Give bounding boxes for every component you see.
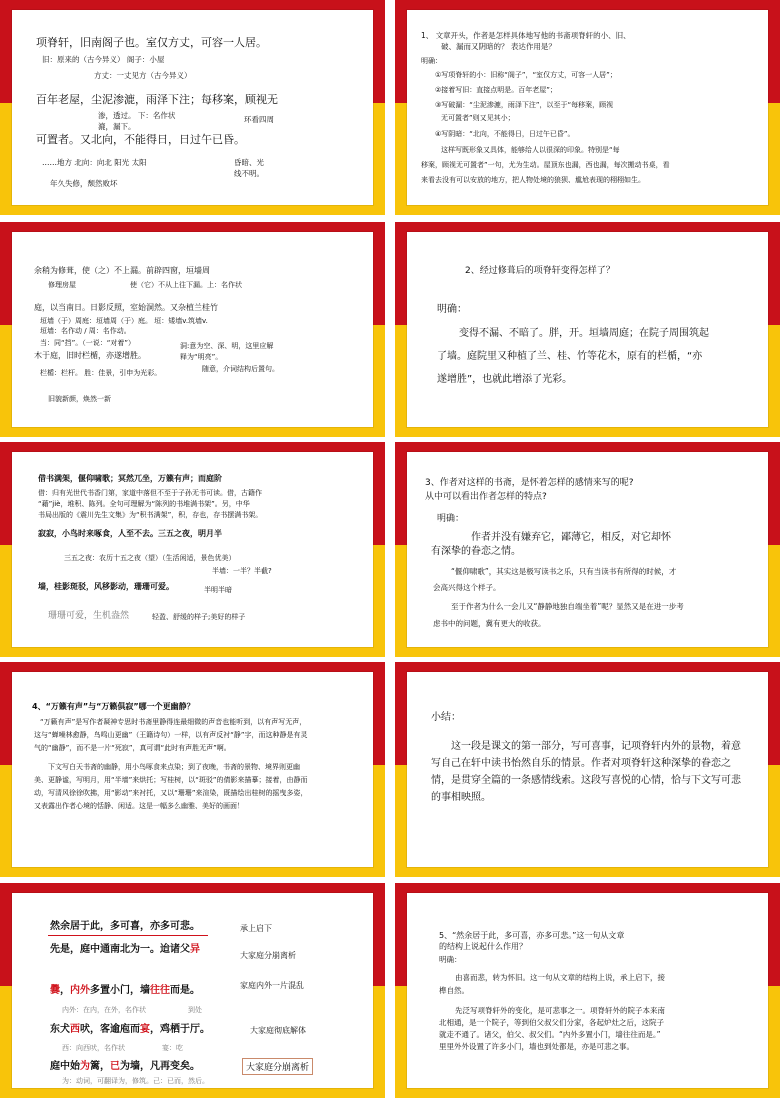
answer-text: 里里外外设置了许多小门，墙也到处都是，亦是可悲之事。	[439, 1042, 634, 1051]
annotation: 栏楯：栏杆。 胜：佳景，引申为光彩。	[40, 369, 162, 377]
slide-3[interactable]	[0, 222, 385, 437]
annotation: 半明半暗	[204, 586, 232, 594]
annotation: 垣墙：名作动 / 周：名作动。	[40, 327, 131, 335]
slide-card	[12, 232, 373, 427]
annotation: 漉，漏下。	[98, 122, 136, 131]
question-text: 5、“然余居于此，多可喜，亦多可悲。”这一句从文章	[439, 931, 625, 940]
answer-text: 又表露出作者心境的恬静、闲适。这是一幅多么幽雅、美好的画面！	[34, 802, 244, 810]
slide-8[interactable]	[395, 662, 780, 877]
annotation: 洞:意为空、深、明，这里应解	[180, 342, 274, 350]
annotation: ……地方 北向：向北 阳光 太阳	[42, 158, 147, 167]
answer-text: 榫自然。	[439, 986, 469, 995]
question-text: 2、经过修葺后的项脊轩变得怎样了？	[465, 266, 615, 276]
question-text: 1、 文章开头，作者是怎样具体地写他的书斋项脊轩的小、旧、	[421, 31, 631, 40]
text-line: 可置者。又北向，不能得日，日过午已昏。	[36, 133, 245, 146]
answer-text: 至于作者为什么一会儿又“静静地独自端坐着”呢？显然又是在进一步考	[451, 602, 684, 611]
annotation: 释为“明亮”。	[180, 353, 223, 361]
slide-5[interactable]	[0, 442, 385, 657]
slide-7[interactable]	[0, 662, 385, 877]
slide-card	[12, 10, 373, 205]
answer-text: 有深挚的眷恋之情。	[431, 546, 521, 557]
annotation: 当：同“挡”。（一说：“对着”）	[40, 339, 136, 347]
annotation: 大家庭分崩离析	[240, 951, 296, 960]
annotation: 旧：原来的（古今异义） 阁子：小屋	[42, 55, 165, 64]
answer-text: 美、更静谧，写明月，用“半墙”来烘托；写桂树，以“斑驳”的倩影来描摹；接着，由静而	[34, 776, 308, 784]
text-line: 东犬西吠，客逾庖而宴，鸡栖于厅。	[50, 1024, 210, 1035]
answer-text: 动，写清风徐徐吹拂，用“影动”来衬托，又以“珊珊”来渲染，既描绘出桂树的摇曳多姿，	[34, 789, 308, 797]
question-text: 3、作者对这样的书斋，是怀着怎样的感情来写的呢?	[425, 478, 634, 488]
annotation: 昏暗、光	[234, 158, 264, 167]
text-line: 项脊轩，旧南阁子也。室仅方丈，可容一人居。	[36, 36, 267, 49]
annotation: 年久失修，颓然败坏	[50, 179, 118, 188]
answer-text: ①写项脊轩的小：旧称“阁子”，“室仅方丈，可容一人居”；	[435, 71, 617, 79]
answer-text: 气的“幽静”，而不是一片“死寂”，真可谓“此时有声胜无声”啊。	[34, 744, 231, 752]
slide-card	[407, 452, 768, 647]
answer-text: 无可置者”则又见其小；	[441, 114, 515, 122]
answer-text: 遂增胜”，也就此增添了光彩。	[437, 374, 573, 385]
slide-card	[407, 10, 768, 205]
answer-text: 来看去没有可以安放的地方，把人物处境的狼狈、尴尬表现的栩栩如生。	[421, 176, 645, 184]
text-line: 爨，内外多置小门，墙往往而是。	[50, 985, 200, 996]
answer-text: 先泛写项脊轩外的变化，是可悲事之一。项脊轩外的院子本来南	[455, 1006, 665, 1015]
slide-card	[407, 893, 768, 1088]
question-text: 的结构上说起什么作用？	[439, 942, 527, 951]
annotation: 为：动词，可翻译为，修筑。己：已而，然后。	[62, 1077, 209, 1085]
text-line: 庭中始为篱，已为墙，凡再变矣。	[50, 1061, 200, 1072]
answer-text: “万籁有声”是写作者凝神专思时书斋里静得连最细微的声音也能听到，以有声写无声，	[40, 718, 307, 726]
underline	[48, 935, 208, 936]
annotation: 修理房屋	[48, 281, 76, 289]
annotation: “藉”jiè，堆积、陈列。全句可理解为“陈列的书堆满书架”。另，中华	[38, 500, 250, 508]
question-text: 4、“万籁有声”与“万籁俱寂”哪一个更幽静？	[32, 702, 195, 711]
annotation: 宴：吃	[162, 1044, 183, 1052]
text-line: 珊珊可爱，生机盎然	[48, 611, 130, 621]
text-line: 木于庭，旧时栏楯，亦遂增胜。	[34, 351, 146, 360]
answer-text: ②接着写旧：直接点明是。百年老屋”；	[435, 86, 557, 94]
annotation: 线不明。	[234, 169, 264, 178]
question-text: 从中可以看出作者怎样的特点?	[425, 492, 547, 502]
answer-text: 这与“蝉噪林愈静，鸟鸣山更幽”（王籍诗句）一样，以有声反衬“静”字，而这种静是有灵	[34, 731, 308, 739]
answer-text: 作者并没有嫌弃它，鄙薄它，相反，对它却怀	[471, 532, 671, 543]
annotation: 内外：在内，在外，名作状	[62, 1006, 146, 1014]
annotation: 轻盈、舒缓的样子;美好的样子	[152, 613, 246, 621]
answer-text: 虑书中的问题，冀有更大的收获。	[433, 619, 546, 628]
text-line: 先是，庭中通南北为一。迨诸父异	[50, 944, 200, 955]
slide-2[interactable]	[395, 0, 780, 215]
slide-1[interactable]	[0, 0, 385, 215]
answer-text: 会高兴得这个样子。	[433, 583, 501, 592]
annotation: 半墙：一半？半截?	[212, 567, 272, 575]
annotation: 旧貌新颜，焕然一新	[48, 395, 111, 403]
answer-text: 北相通，是一个院子，等到伯父叔父们分家，各起炉灶之后，这院子	[439, 1018, 664, 1027]
annotation: 三五之夜：农历十五之夜（望）（生活闲适，景色优美）	[64, 554, 236, 562]
annotation: 使（它）不从上往下漏。上：名作状	[130, 281, 242, 289]
annotation: 方丈：一丈见方（古今异义）	[94, 71, 192, 80]
answer-text: 这样写既形象又具体，能够给人以很深的印象。特别是“每	[441, 146, 620, 154]
annotation: 家庭内外一片混乱	[240, 981, 304, 990]
answer-text: 由喜而悲，转为怀旧。这一句从文章的结构上说，承上启下，接	[455, 973, 665, 982]
answer-text: ③写破漏：“尘泥渗漉，雨泽下注”，以至于“每移案，顾视	[435, 101, 614, 109]
annotation: 书局出版的《震川先生文集》为“积书满架”，积，存也，存书摆满书架。	[38, 511, 263, 519]
slide-card	[407, 672, 768, 867]
answer-text: 下文写白天书斋的幽静，用小鸟啄食来点染；到了夜晚，书斋的景物、境界则更幽	[48, 763, 300, 771]
summary-box: 大家庭分崩离析	[242, 1058, 313, 1075]
answer-text: 变得不漏、不暗了。胖，开。垣墙周庭；在院子周围筑起	[459, 328, 709, 339]
annotation: 渗，透过。 下：名作状	[98, 111, 176, 120]
annotation: 随意，介词结构后置句。	[202, 365, 279, 373]
answer-label: 明确：	[437, 514, 465, 524]
annotation: 借：归有光世代书香门第，家道中落但不至于子孙无书可读。借，古籍作	[38, 489, 262, 497]
slide-card	[407, 232, 768, 427]
text-line: 寂寂，小鸟时来啄食，人至不去。三五之夜，明月半	[38, 529, 222, 538]
summary-paragraph: 这一段是课文的第一部分，写可喜事，记项脊轩内外的景物，着意写自己在轩中读书怡然自乐的情景。作者对项脊轩这种深挚的眷恋之情，是贯穿全篇的一条感情线索。这段写喜悦的心情，恰与下文写可悲的事相映照。	[431, 741, 741, 803]
answer-text: 就走不通了。诸父，伯父、叔父们。“内外多置小门，墙往往而是。”	[439, 1030, 661, 1039]
answer-label: 明确：	[439, 955, 462, 964]
annotation: 环看四周	[244, 115, 274, 124]
slide-6[interactable]	[395, 442, 780, 657]
text-line: 百年老屋，尘泥渗漉，雨泽下注；每移案，顾视无	[36, 93, 278, 106]
text-line: 然余居于此，多可喜，亦多可悲。	[50, 921, 200, 932]
answer-text: 移案，顾视无可置者”一句，尤为生动。屋顶东也漏，西也漏，每次搬动书桌，看	[421, 161, 670, 169]
answer-label: 明确：	[421, 57, 442, 65]
text-line: 庭，以当南日。日影反照，室始洞然。又杂植兰桂竹	[34, 303, 218, 312]
slide-card	[12, 672, 373, 867]
slide-9[interactable]	[0, 883, 385, 1098]
answer-label: 明确：	[437, 304, 467, 315]
answer-text: 了墙。庭院里又种植了兰、桂、竹等花木，原有的栏楯，“亦	[437, 351, 703, 362]
text-line: 余稍为修葺，使（之）不上漏。前辟四窗，垣墙周	[34, 266, 210, 275]
slide-card	[12, 893, 373, 1088]
annotation: 大家庭彻底解体	[250, 1026, 306, 1035]
annotation: 到处	[188, 1006, 202, 1014]
slide-card	[12, 452, 373, 647]
text-line: 墙，桂影斑驳，风移影动，珊珊可爱。	[38, 582, 174, 591]
question-text: 破、漏而又阴暗的？ 表达作用是？	[441, 42, 556, 51]
summary-title: 小结：	[431, 712, 461, 723]
annotation: 垣墙（于）周庭：垣墙周（于）庭。 垣：矮墙v.筑墙v.	[40, 317, 208, 325]
answer-text: “偃仰啸歌”，其实这是极写读书之乐，只有当读书有所得的时候，才	[451, 567, 677, 576]
answer-text: ④写阴暗：“北向，不能得日，日过午已昏”。	[435, 130, 575, 138]
text-line: 借书满架，偃仰啸歌；冥然兀坐，万籁有声；而庭阶	[38, 474, 222, 483]
slide-10[interactable]	[395, 883, 780, 1098]
slide-4[interactable]	[395, 222, 780, 437]
annotation: 承上启下	[240, 924, 272, 933]
annotation: 西：向西吠，名作状	[62, 1044, 125, 1052]
